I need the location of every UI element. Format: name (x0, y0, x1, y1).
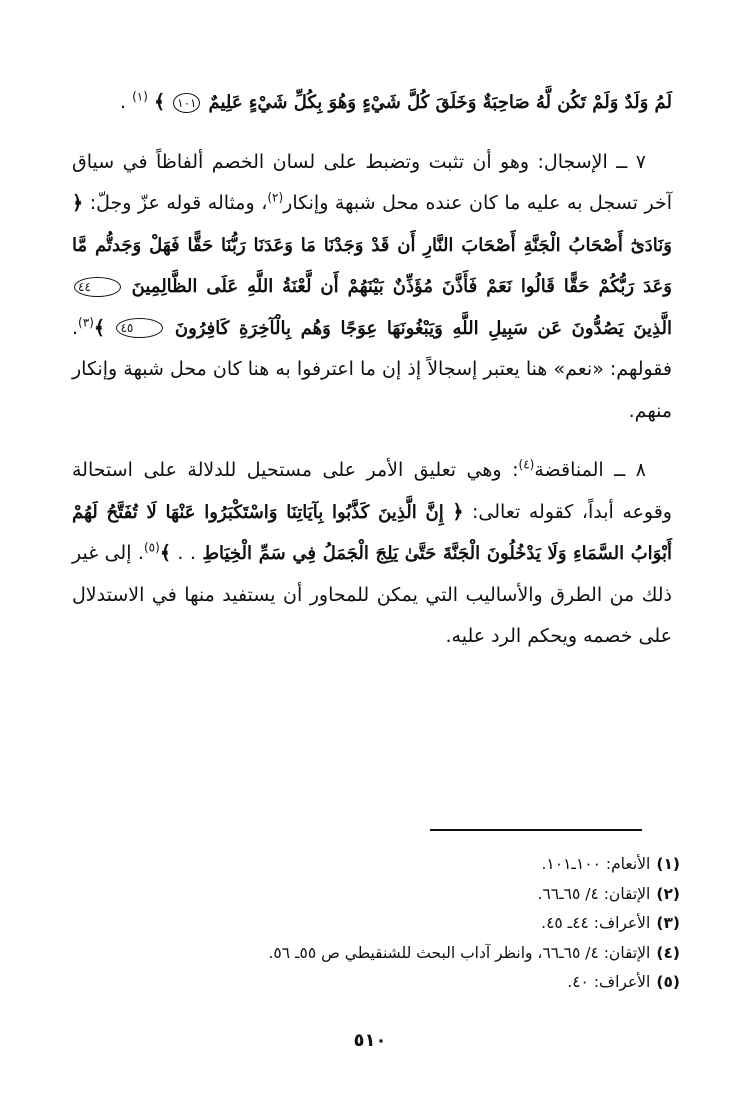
paragraph-text: . إلى غير ذلك من الطرق والأساليب التي يمكن للمحاور أن يستفيد منها في الاستدلال على خصمه ويحكم الرد عليه. (72, 542, 672, 647)
verse-number-ornament: ٤٤ (74, 277, 121, 297)
page-number: ٥١٠ (353, 1030, 387, 1051)
footnote-item (150, 909, 680, 939)
footnote-separator (430, 829, 642, 831)
section-heading-isjal: ٧ ــ الإسجال (543, 150, 647, 173)
paragraph-quran-continuation (72, 82, 672, 124)
quran-verse: الَّذِينَ يَصُدُّونَ عَن سَبِيلِ اللَّهِ وَيَبْغُونَهَا عِوَجًا وَهُم بِالْآخِرَةِ كَافِرُونَ (174, 317, 672, 339)
footnote-ref: (٤) (518, 457, 535, 472)
quran-close-bracket: ﴾ (93, 316, 106, 339)
footnote-ref: (٣) (78, 315, 94, 330)
paragraph-text: ، ومثاله قوله عزّ وجلّ: (89, 192, 268, 214)
paragraph-text: . فقولهم: «نعم» هنا يعتبر إسجالاً إذ إن ما اعترفوا به هنا كان محل شبهة وإنكار منهم. (72, 316, 672, 422)
ellipsis: . . (177, 542, 196, 564)
footnote-number: (٥) (656, 973, 680, 991)
footnote-item (150, 880, 680, 910)
quran-close-bracket: ﴾ (159, 542, 171, 564)
footnote-item (150, 850, 680, 880)
sentence-end: . (119, 91, 127, 113)
main-text (72, 82, 672, 658)
footnote-item (150, 939, 680, 969)
paragraph-text: : وهو أن تثبت وتضبط على لسان الخصم ألفاظاً في سياق آخر تسجل به عليه ما كان عنده محل شبهة وإنكار (72, 150, 673, 214)
verse-number-ornament: ٤٥ (116, 318, 163, 338)
verse-number-ornament: ١٠١ (173, 93, 200, 113)
paragraph-isjal (72, 142, 672, 433)
footnotes (150, 850, 680, 998)
quran-verse: إِنَّ الَّذِينَ كَذَّبُوا بِآيَاتِنَا وَاسْتَكْبَرُوا عَنْهَا لَا تُفَتَّحُ لَهُمْ أَبْوَابُ السَّمَاءِ وَلَا يَدْخُلُونَ الْجَنَّةَ حَتَّىٰ يَلِجَ الْجَمَلُ فِي سَمِّ الْخِيَاطِ (72, 501, 672, 564)
quran-close-bracket: ﴾ (153, 91, 166, 113)
footnote-text: الإتقان: ٤/ ٦٥ـ٦٦، وانظر آداب البحث للشنقيطي ص ٥٥ـ ٥٦. (268, 943, 651, 962)
footnote-ref: (٢) (267, 190, 284, 205)
footnote-number: (٢) (656, 884, 680, 903)
footnote-ref: (١) (132, 89, 148, 104)
footnote-number: (١) (656, 855, 680, 873)
footnote-item (150, 968, 680, 998)
paragraph-text: : وهي تعليق الأمر على مستحيل للدلالة على استحالة وقوعه أبداً، كقوله تعالى: (72, 459, 672, 523)
quran-verse: وَنَادَىٰٓ أَصْحَابُ الْجَنَّةِ أَصْحَابَ النَّارِ أَن قَدْ وَجَدْنَا مَا وَعَدَنَا رَبُّنَا حَقًّا فَهَلْ وَجَدتُّم مَّا وَعَدَ رَبُّكُمْ حَقًّا قَالُوا نَعَمْ فَأَذَّنَ مُؤَذِّنٌ بَيْنَهُمْ أَن لَّعْنَةُ اللَّهِ عَلَى الظَّالِمِينَ (72, 234, 672, 297)
quran-open-bracket: ﴿ (72, 192, 84, 214)
footnote-number: (٣) (656, 914, 680, 932)
footnote-ref: (٥) (143, 540, 160, 555)
footnote-number: (٤) (656, 943, 680, 962)
footnote-text: الإتقان: ٤/ ٦٥ـ٦٦. (537, 884, 651, 903)
quran-open-bracket: ﴿ (452, 500, 464, 523)
footnote-text: الأعراف: ٤٠. (567, 973, 651, 991)
footnote-text: الأعراف: ٤٤ـ ٤٥. (541, 914, 651, 932)
paragraph-munaqada (72, 450, 672, 658)
section-heading-munaqada: ٨ ــ المناقضة (534, 459, 646, 481)
quran-verse: لَمُ وَلَدٌ وَلَمْ تَكُن لَّهُ صَاحِبَةٌ وَخَلَقَ كُلَّ شَيْءٍ وَهُوَ بِكُلِّ شَيْءٍ عَلِيمٌ (208, 92, 672, 113)
footnote-text: الأنعام: ١٠٠ـ١٠١. (541, 855, 651, 873)
